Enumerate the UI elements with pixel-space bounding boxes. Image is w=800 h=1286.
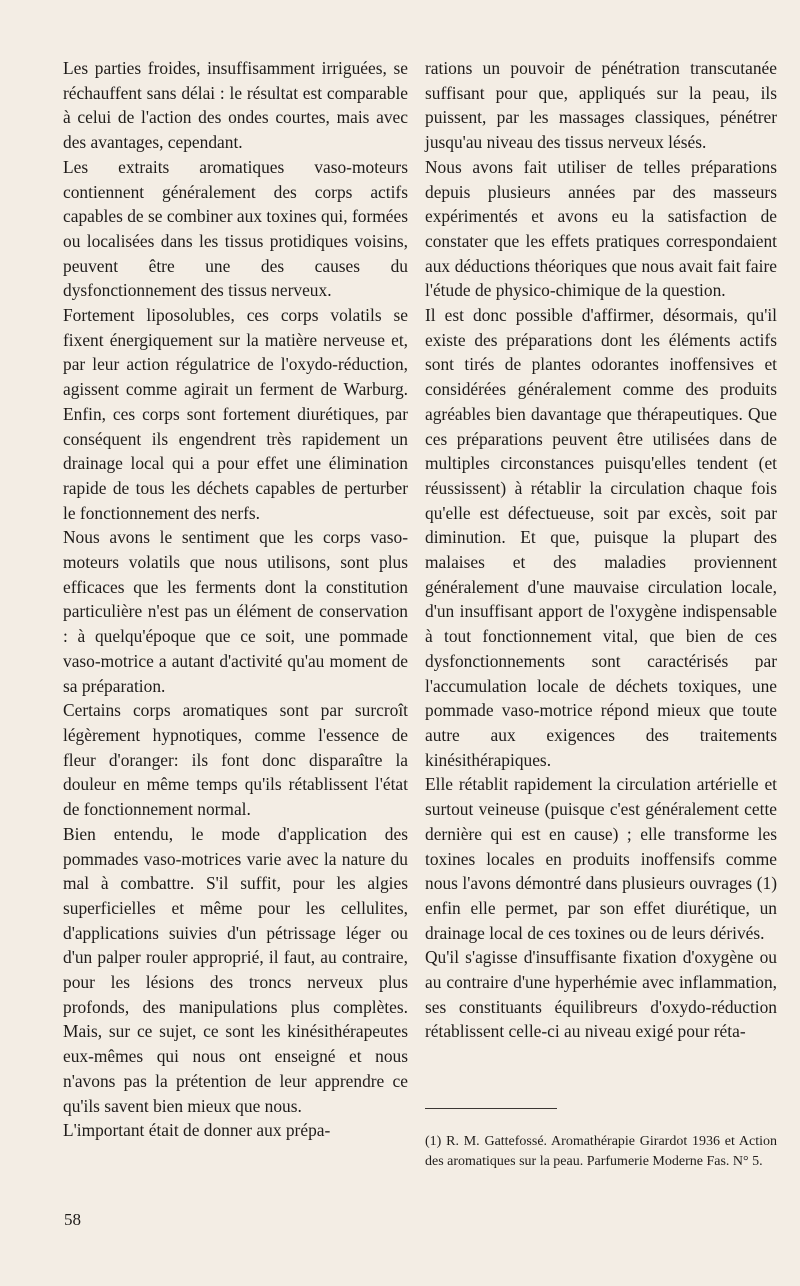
paragraph: Certains corps aromatiques sont par surcroît légèrement hypnotiques, comme l'essence de fleur d'oranger: ils font donc disparaître la douleur en même temps qu'ils rétablissent l'état de fonctionnement normal.	[63, 700, 408, 820]
paragraph: Fortement liposolubles, ces corps volatils se fixent énergiquement sur la matière nerveuse et, par leur action régulatrice de l'oxydo-réduction, agissent comme agirait un ferment de Warburg. Enfin, ces corps sont fortement diurétiques, par conséquent ils engendrent très rapidement un drainage local qui a pour effet une élimination rapide de tous les déchets capables de perturber le fonctionnement des nerfs.	[63, 305, 408, 523]
right-column	[425, 56, 777, 1044]
paragraph: Les extraits aromatiques vaso-moteurs contiennent généralement des corps actifs capables de se combiner aux toxines qui, formées ou localisées dans les tissus protidiques voisins, peuvent être une des causes du dysfonctionnement des tissus nerveux.	[63, 156, 408, 301]
paragraph: Nous avons fait utiliser de telles préparations depuis plusieurs années par des masseurs expérimentés et avons eu la satisfaction de constater que les effets pratiques correspondaient aux déductions théoriques que nous avait fait faire l'étude de physico-chimique de la question.	[425, 156, 777, 301]
page-number: 58	[64, 1210, 81, 1229]
paragraph: Les parties froides, insuffisamment irriguées, se réchauffent sans délai : le résultat est comparable à celui de l'action des ondes courtes, mais avec des avantages, cependant.	[63, 58, 408, 153]
footnote-divider	[425, 1108, 557, 1109]
left-column	[63, 56, 408, 1143]
paragraph: Il est donc possible d'affirmer, désormais, qu'il existe des préparations dont les éléments actifs sont tirés de plantes odorantes inoffensives et considérées généralement comme des produits agréables bien davantage que thérapeutiques. Que ces préparations peuvent être utilisées dans de multiples circonstances puisqu'elles tendent (et réussissent) à rétablir la circulation chaque fois qu'elle est défectueuse, soit par excès, soit par diminution. Et que, puisque la plupart des malaises et des maladies proviennent généralement d'une mauvaise circulation locale, d'un insuffisant apport de l'oxygène indispensable à tout fonctionnement vital, que bien de ces dysfonctionnements sont caractérisés par l'accumulation locale de déchets toxiques, une pommade vaso-motrice répond mieux que toute autre aux exigences des traitements kinésithérapiques.	[425, 305, 777, 770]
paragraph: Qu'il s'agisse d'insuffisante fixation d'oxygène ou au contraire d'une hyperhémie avec inflammation, ses constituants équilibreurs d'oxydo-réduction rétablissent celle-ci au niveau exigé pour réta-	[425, 947, 777, 1042]
paragraph: Bien entendu, le mode d'application des pommades vaso-motrices varie avec la nature du mal à combattre. S'il suffit, pour les algies superficielles et même pour les cellulites, d'applications suivies d'un pétrissage léger ou d'un palper rouler approprié, il faut, au contraire, pour les lésions des troncs nerveux plus profonds, des manipulations plus complètes. Mais, sur ce sujet, ce sont les kinésithérapeutes eux-mêmes qui nous ont enseigné et nous n'avons pas la prétention de leur apprendre ce qu'ils savent bien mieux que nous.	[63, 823, 408, 1116]
paragraph: rations un pouvoir de pénétration transcutanée suffisant pour que, appliqués sur la peau, ils puissent, par les massages classiques, pénétrer jusqu'au niveau des tissus nerveux lésés.	[425, 58, 777, 153]
paragraph: Elle rétablit rapidement la circulation artérielle et surtout veineuse (puisque c'est généralement cette dernière qui est en cause) ; elle transforme les toxines locales en produits inoffensifs comme nous l'avons démontré dans plusieurs ouvrages (1) enfin elle permet, par son effet diurétique, un drainage local de ces toxines ou de leurs dérivés.	[425, 774, 777, 943]
paragraph: Nous avons le sentiment que les corps vaso-moteurs volatils que nous utilisons, sont plus efficaces que les ferments dont la constitution particulière n'est pas un élément de conservation : à quelqu'époque que ce soit, une pommade vaso-motrice a autant d'activité qu'au moment de sa préparation.	[63, 527, 408, 696]
paragraph: L'important était de donner aux prépa-	[63, 1120, 331, 1141]
footnote: (1) R. M. Gattefossé. Aromathérapie Girardot 1936 et Action des aromatiques sur la peau. Parfumerie Moderne Fas. N° 5.	[425, 1134, 777, 1169]
